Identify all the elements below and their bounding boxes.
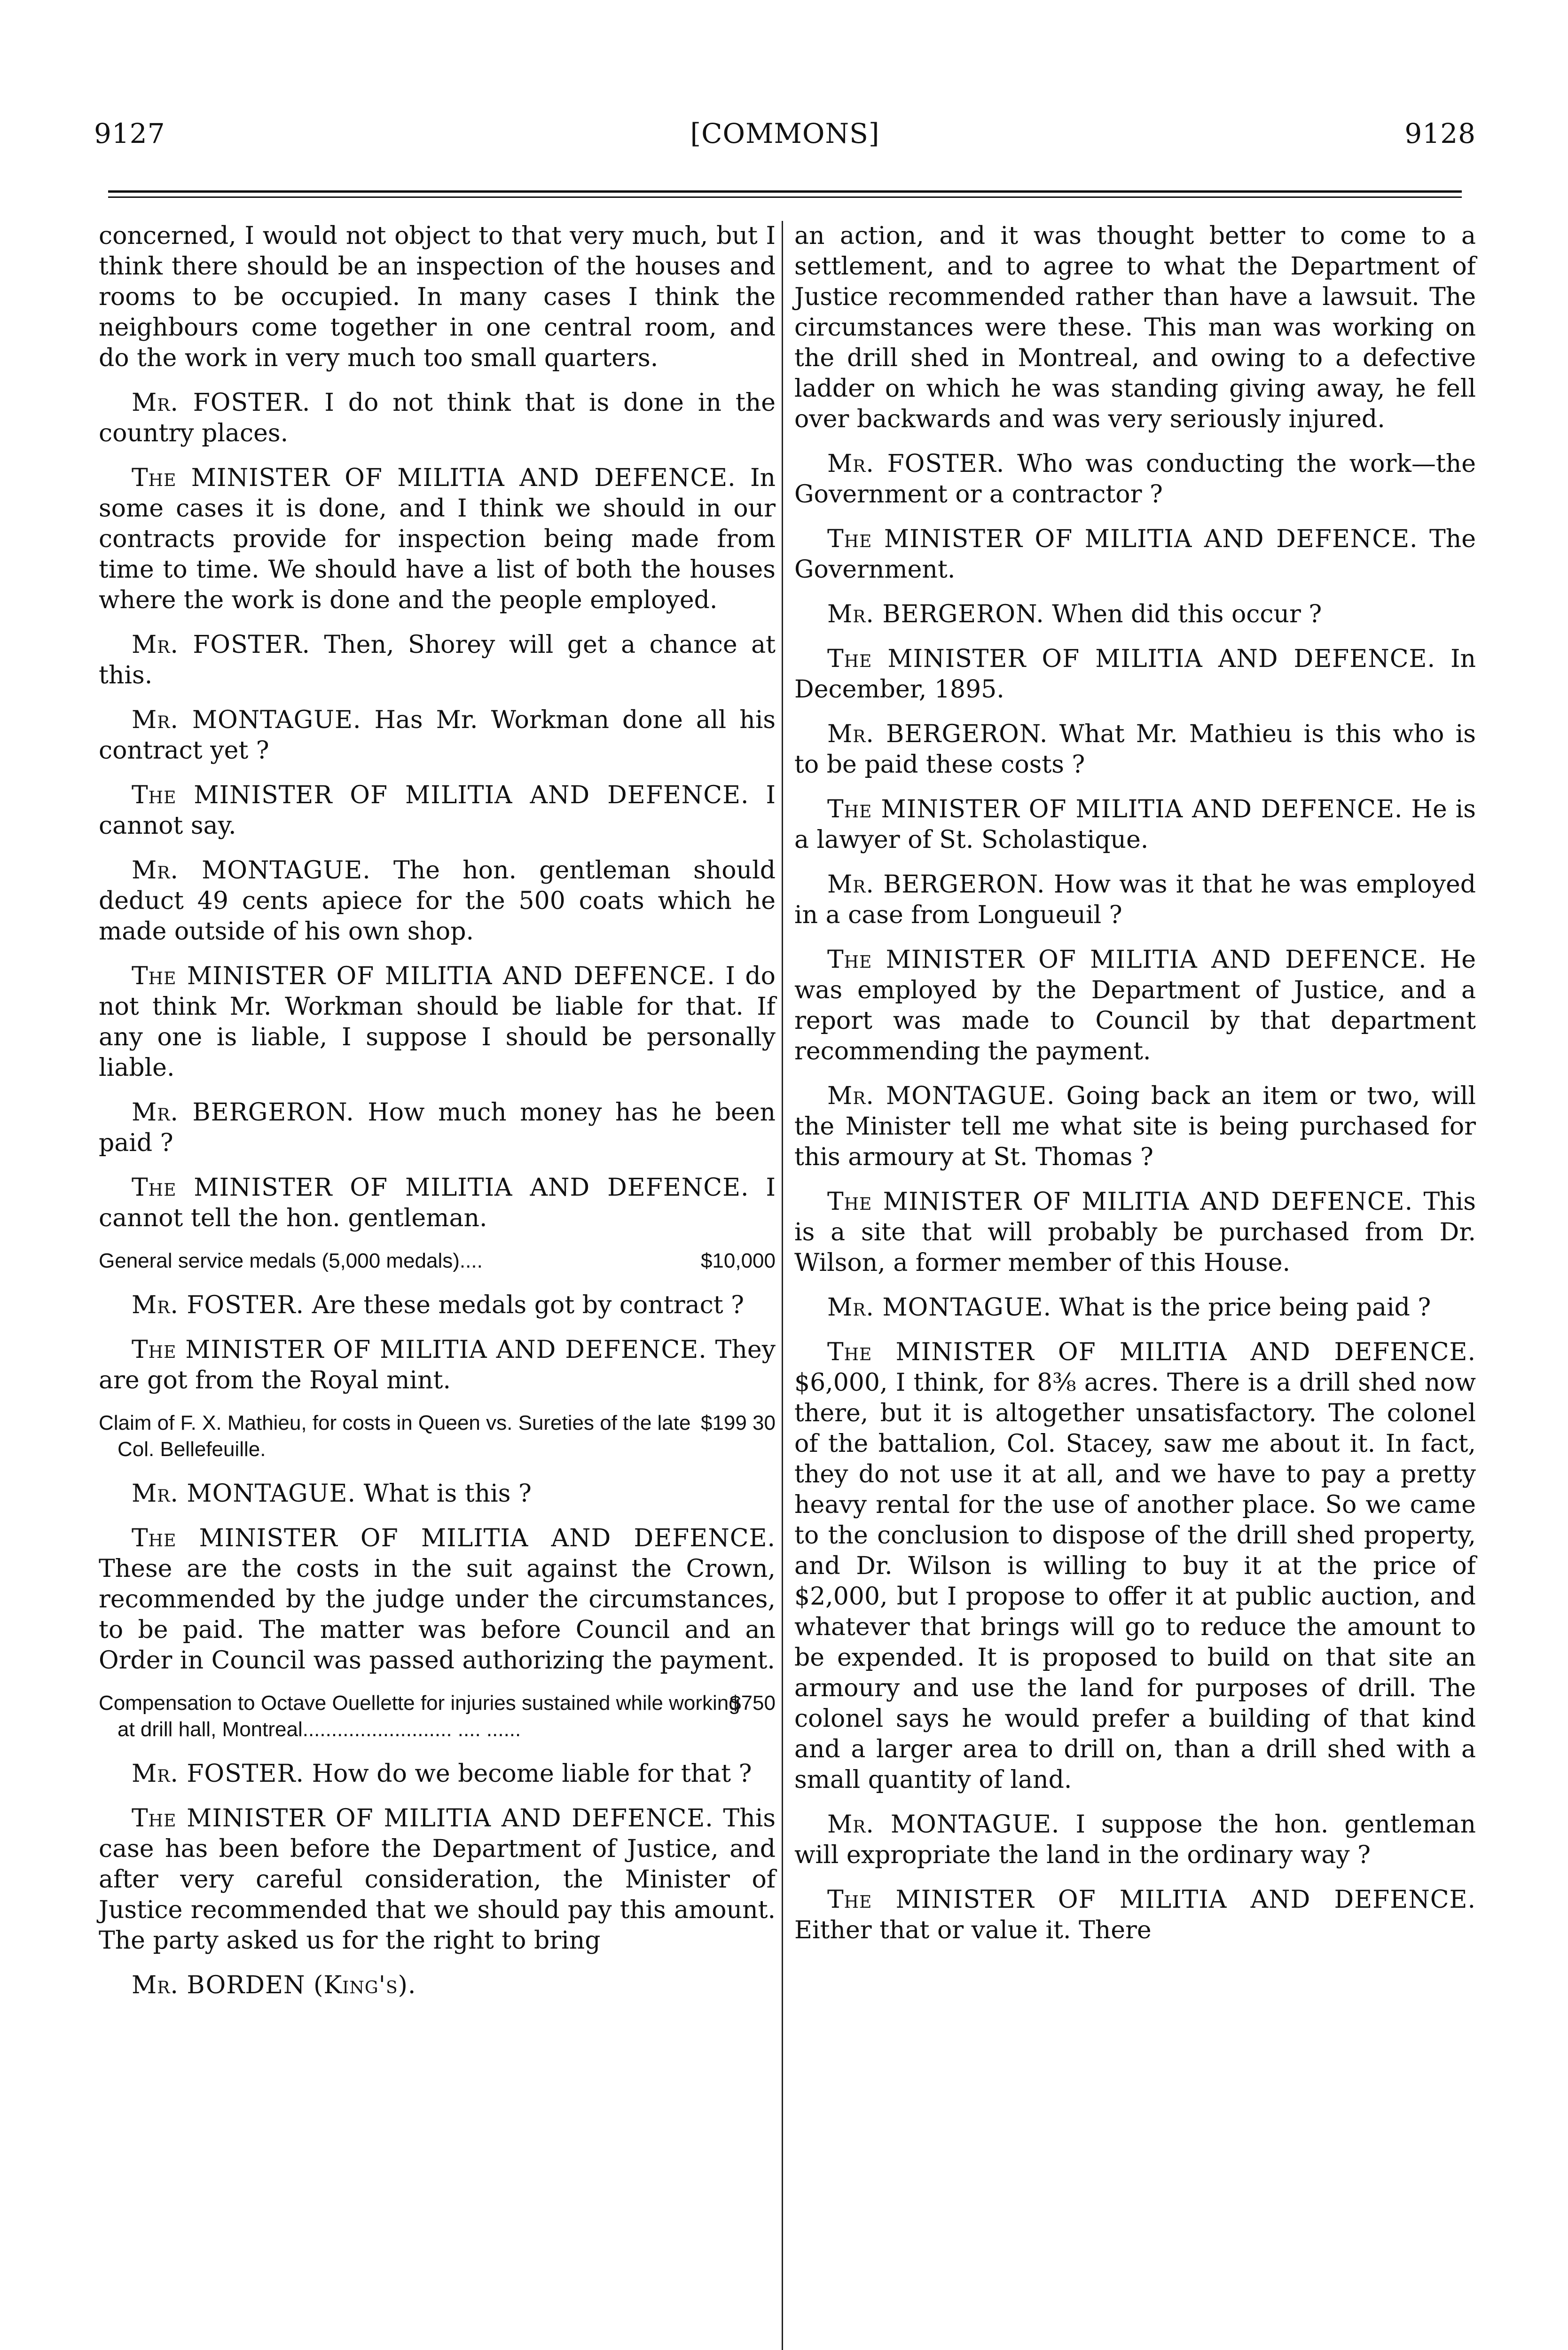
speaker-name: The MINISTER OF MILITIA AND DEFENCE.	[827, 946, 1427, 974]
speech-paragraph	[99, 1173, 776, 1234]
speech-paragraph	[794, 1885, 1476, 1946]
speech-paragraph	[794, 1337, 1476, 1795]
speech-paragraph	[99, 780, 776, 841]
estimate-item	[99, 1248, 776, 1274]
speech-paragraph	[794, 524, 1476, 585]
speaker-name: Mr. MONTAGUE.	[827, 1810, 1060, 1839]
speech-text: an action, and it was thought better to come to a settlement, and to agree to what the Department of Justice recommended rather than have a lawsuit. The circumstances were these. This man was working on the drill shed in Montreal, and owing to a defective ladder on which he was standing giving away, he fell over backwards and was very seriously injured.	[794, 222, 1476, 433]
speech-paragraph	[99, 1479, 776, 1509]
speech-paragraph	[794, 221, 1476, 435]
speech-paragraph	[99, 1290, 776, 1321]
speech-text: Has Mr. Workman done all his contract yet ?	[99, 706, 776, 765]
speaker-name: Mr. FOSTER.	[132, 1760, 305, 1788]
speaker-name: The MINISTER OF MILITIA AND DEFENCE.	[827, 1886, 1476, 1914]
header-rule-thin	[108, 196, 1462, 198]
speech-paragraph	[794, 449, 1476, 510]
speaker-name: Mr. FOSTER.	[827, 450, 1005, 478]
speech-text: In December, 1895.	[794, 645, 1476, 704]
item-amount: $199 30	[700, 1411, 776, 1434]
speech-paragraph	[99, 463, 776, 616]
speech-paragraph	[794, 870, 1476, 931]
speech-text: I cannot say.	[99, 781, 776, 840]
speech-paragraph	[794, 1292, 1476, 1323]
speech-text: They are got from the Royal mint.	[99, 1336, 776, 1394]
speaker-name: The MINISTER OF MILITIA AND DEFENCE.	[827, 1338, 1476, 1366]
running-title: [COMMONS]	[690, 118, 880, 149]
speaker-name: The MINISTER OF MILITIA AND DEFENCE.	[132, 1336, 707, 1364]
speech-paragraph	[794, 719, 1476, 780]
item-description: Claim of F. X. Mathieu, for costs in Queen vs. Sureties of the late Col. Bellefeuille.	[99, 1411, 691, 1461]
speaker-name: The MINISTER OF MILITIA AND DEFENCE.	[132, 962, 715, 990]
speech-paragraph	[794, 1187, 1476, 1278]
item-amount: $750	[729, 1692, 776, 1715]
speech-paragraph	[794, 1081, 1476, 1173]
page-number-left: 9127	[94, 118, 165, 149]
speech-paragraph	[99, 961, 776, 1083]
speech-text: How do we become liable for that ?	[312, 1760, 752, 1788]
speech-text: $6,000, I think, for 8⅜ acres. There is a drill shed now there, but it is altogether unsatisfactory. The colonel of the battalion, Col. Stacey, saw me about it. In fact, they do not use it at all, and we have to pay a pretty heavy rental for the use of another place. So we came to the conclusion to dispose of the drill shed property, and Dr. Wilson is willing to buy it at the price of $2,000, but I propose to offer it at public auction, and whatever that brings will go to reduce the amount to be expended. It is proposed to build on that site an armoury and use the land for purposes of drill. The colonel says he would prefer a building of that kind and a larger area to drill on, than a drill shed with a small quantity of land.	[794, 1369, 1476, 1794]
speaker-name: The MINISTER OF MILITIA AND DEFENCE.	[132, 1174, 749, 1202]
speaker-name: Mr. FOSTER.	[132, 631, 311, 659]
speech-text: I do not think Mr. Workman should be liable for that. If any one is liable, I suppose I should be personally liable.	[99, 962, 776, 1082]
header-rule-thick	[108, 190, 1462, 193]
speech-text: The Government.	[794, 525, 1476, 584]
speech-paragraph	[794, 945, 1476, 1067]
speaker-name: The MINISTER OF MILITIA AND DEFENCE.	[827, 525, 1418, 553]
speech-paragraph	[794, 1810, 1476, 1871]
speech-paragraph	[99, 630, 776, 691]
speaker-name: Mr. MONTAGUE.	[132, 1480, 356, 1508]
estimate-item	[99, 1410, 776, 1463]
speaker-name: Mr. MONTAGUE.	[827, 1293, 1052, 1322]
item-description: Compensation to Octave Ouellette for injuries sustained while working at drill hall, Montreal.......................... .... ......	[99, 1692, 740, 1741]
speaker-name: The MINISTER OF MILITIA AND DEFENCE.	[132, 1804, 713, 1833]
speech-text: The hon. gentleman should deduct 49 cents apiece for the 500 coats which he made outside of his own shop.	[99, 856, 776, 946]
speech-paragraph	[794, 794, 1476, 855]
speaker-name: The MINISTER OF MILITIA AND DEFENCE.	[827, 1188, 1413, 1216]
speaker-name: The MINISTER OF MILITIA AND DEFENCE.	[132, 464, 736, 492]
speech-text: I do not think that is done in the country places.	[99, 389, 776, 447]
speech-paragraph	[99, 1097, 776, 1159]
speech-paragraph	[99, 388, 776, 449]
speaker-name: Mr. MONTAGUE.	[827, 1082, 1055, 1110]
speech-paragraph	[99, 1523, 776, 1676]
speaker-name: The MINISTER OF MILITIA AND DEFENCE.	[132, 1524, 776, 1552]
speech-text: What is this ?	[363, 1480, 532, 1508]
speech-paragraph	[99, 705, 776, 766]
item-amount: $10,000	[700, 1249, 776, 1272]
speaker-name: Mr. BERGERON.	[827, 720, 1048, 748]
estimate-item	[99, 1690, 776, 1743]
speech-text: These are the costs in the suit against the Crown, recommended by the judge under the circumstances, to be paid. The matter was before Council and an Order in Council was passed authorizing the payment.	[99, 1555, 776, 1675]
speech-text: This is a site that will probably be purchased from Dr. Wilson, a former member of this House.	[794, 1188, 1476, 1277]
right-column	[794, 221, 1476, 1960]
speaker-name: Mr. FOSTER.	[132, 1291, 305, 1319]
speech-text: Either that or value it. There	[794, 1916, 1152, 1944]
speaker-name: Mr. FOSTER.	[132, 389, 311, 417]
speech-text: Are these medals got by contract ?	[312, 1291, 745, 1319]
speech-text: He was employed by the Department of Justice, and a report was made to Council by that department recommending the payment.	[794, 946, 1476, 1065]
speech-paragraph	[794, 599, 1476, 630]
speech-paragraph	[794, 644, 1476, 705]
speech-text: In some cases it is done, and I think we should in our contracts provide for inspection being made from time to time. We should have a list of both the houses where the work is done and the people employed.	[99, 464, 776, 614]
speech-text: How much money has he been paid ?	[99, 1098, 776, 1157]
left-column	[99, 221, 776, 2015]
column-divider	[782, 221, 783, 2350]
speaker-name: Mr. BERGERON.	[827, 870, 1045, 899]
speech-paragraph	[99, 1335, 776, 1396]
speech-text: He is a lawyer of St. Scholastique.	[794, 795, 1476, 854]
speech-text: This case has been before the Department of Justice, and after very careful consideration, the Minister of Justice recommended that we should pay this amount. The party asked us for the right to bring	[99, 1804, 776, 1955]
speaker-name: The MINISTER OF MILITIA AND DEFENCE.	[132, 781, 749, 809]
speaker-name: The MINISTER OF MILITIA AND DEFENCE.	[827, 645, 1435, 673]
speech-text: What is the price being paid ?	[1059, 1293, 1431, 1322]
speech-text: Who was conducting the work—the Government or a contractor ?	[794, 450, 1476, 509]
speaker-name: The MINISTER OF MILITIA AND DEFENCE.	[827, 795, 1403, 823]
speech-text: What Mr. Mathieu is this who is to be paid these costs ?	[794, 720, 1476, 779]
speech-text: When did this occur ?	[1052, 600, 1322, 628]
speech-text: I suppose the hon. gentleman will expropriate the land in the ordinary way ?	[794, 1810, 1476, 1869]
speaker-name: Mr. MONTAGUE.	[132, 856, 371, 885]
speech-text: Going back an item or two, will the Minister tell me what site is being purchased for this armoury at St. Thomas ?	[794, 1082, 1476, 1171]
item-description: General service medals (5,000 medals)....	[99, 1249, 483, 1272]
speaker-name: Mr. BERGERON.	[132, 1098, 354, 1127]
speech-text: I cannot tell the hon. gentleman.	[99, 1174, 776, 1232]
speech-text: concerned, I would not object to that very much, but I think there should be an inspection of the houses and rooms to be occupied. In many cases I think the neighbours come together in one central room, and do the work in very much too small quarters.	[99, 222, 776, 372]
speech-text: Then, Shorey will get a chance at this.	[99, 631, 776, 689]
speech-paragraph	[99, 1803, 776, 1956]
speech-paragraph	[99, 221, 776, 374]
speech-paragraph	[99, 855, 776, 947]
speaker-name: Mr. BERGERON.	[827, 600, 1044, 628]
speaker-name: Mr. BORDEN (King's).	[132, 1971, 416, 1999]
speech-paragraph	[99, 1970, 776, 2001]
speaker-name: Mr. MONTAGUE.	[132, 706, 361, 734]
speech-text: How was it that he was employed in a case from Longueuil ?	[794, 870, 1476, 929]
page-header	[85, 113, 1485, 160]
speech-paragraph	[99, 1759, 776, 1789]
page-number-right: 9128	[1404, 118, 1476, 149]
